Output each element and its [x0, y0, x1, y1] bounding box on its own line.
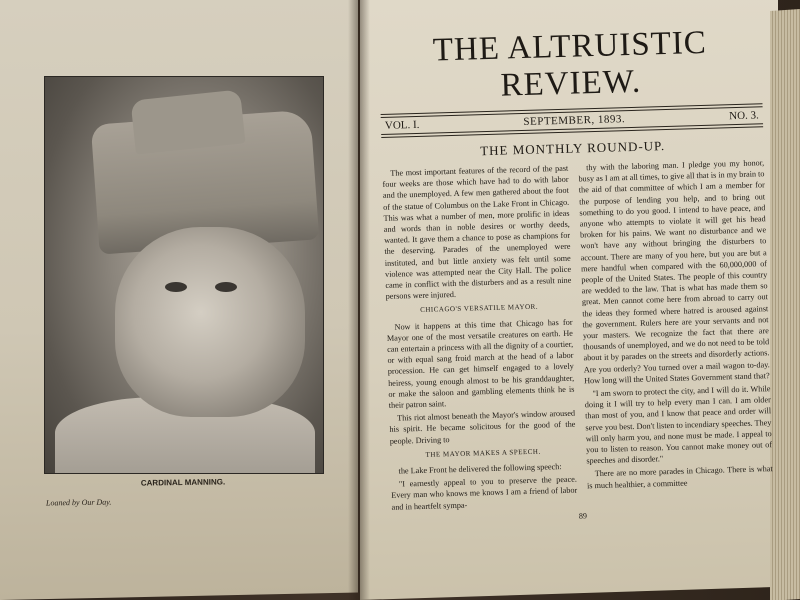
paragraph: "I earnestly appeal to you to preserve the peace. Every man who knows me knows I am a friend of labor and in heartfelt sympa- [391, 474, 578, 512]
biretta-top [130, 89, 245, 154]
volume: VOL. I. [384, 118, 420, 132]
paragraph: Now it happens at this time that Chicago has for Mayor one of the most versatile creatures on earth. He can entertain a princess with all the dignity of a courtier, or with equal sang froid march at the head of a labor procession. He can get himself engaged to a lovely heiress, young enough almost to be his granddaughter, or make the saloon and gambling elements think he is their patron saint. [386, 317, 575, 410]
page-number: 89 [578, 511, 588, 521]
subheading: CHICAGO'S VERSATILE MAYOR. [420, 303, 539, 315]
masthead: THE ALTRUISTIC REVIEW. [432, 24, 708, 104]
paragraph: This riot almost beneath the Mayor's window aroused his spirit. He became solicitous for the good of the people. Driving to [389, 408, 576, 446]
paragraph: The most important features of the record of the past four weeks are those which have had to do with labor and the unemployed. A few men gathered about the foot of the statue of Columbus on the Lake Front in Chicago. This was what a number of men, more prolific in ideas and words than in noble desires or worthy deeds, wanted. It gave them a chance to pose as champions for the deserving. Parades of the unemployed were instituted, and but little anxiety was felt until some violence was attempted near the City Hall. The police came in conflict with the disturbers and as a result nine persons were injured. [382, 163, 572, 302]
paragraph: "I am sworn to protect the city, and I will do it. While doing it I will try to help every man I can. I am older than most of you, and I know that peace and order will serve you best. Don't listen to incendiary speeches. They will only harm you, and none must be made. I appeal to you to listen to reason. You cannot make money out of speeches and disorder." [584, 384, 773, 466]
column-2 [578, 157, 774, 509]
issue-number: NO. 3. [729, 109, 759, 123]
paragraph: the Lake Front he delivered the following speech: [398, 462, 562, 476]
face [115, 227, 305, 417]
portrait-photo [44, 76, 324, 474]
section-title: THE MONTHLY ROUND-UP. [479, 138, 666, 159]
page-edges [770, 9, 800, 600]
book-gutter [348, 0, 370, 600]
subheading: THE MAYOR MAKES A SPEECH. [425, 447, 541, 459]
left-eye [165, 282, 187, 292]
portrait-credit: Loaned by Our Day. [45, 497, 112, 508]
article-columns [382, 157, 774, 514]
paragraph: thy with the laboring man. I pledge you my honor, busy as I am at all times, to give all that is in my brain to the aid of that committee of which I am a member for the purpose of lending you help, and to bring out something to do you good. I intend to have peace, and anyone who attempts to violate it will get his head broken for his pains. We want no disturbance and we won't have any without bringing the disturbers to account. There are many of you here, but you are but a mere handful when compared with the 60,000,000 of people of the United States. The people of this country are wedded to the law. That is what has made them so great. Men cannot come here from abroad to carry out the ideas they formed where hatred is aroused against the government. Rulers here are your servants and not your masters. We recognize the fact that there are thousands of unemployed, and we do not need to be told about it by parades on the streets and disorderly actions. Are you orderly? You turned over a mail wagon to-day. How long will the United States Government stand that? [578, 158, 770, 386]
paragraph: There are no more parades in Chicago. There is what is much healthier, a committee [586, 464, 773, 491]
column-1 [382, 163, 578, 515]
right-eye [215, 282, 237, 292]
article-page [378, 9, 774, 525]
issue-date: SEPTEMBER, 1893. [523, 113, 626, 128]
portrait-caption: CARDINAL MANNING. [140, 477, 226, 488]
